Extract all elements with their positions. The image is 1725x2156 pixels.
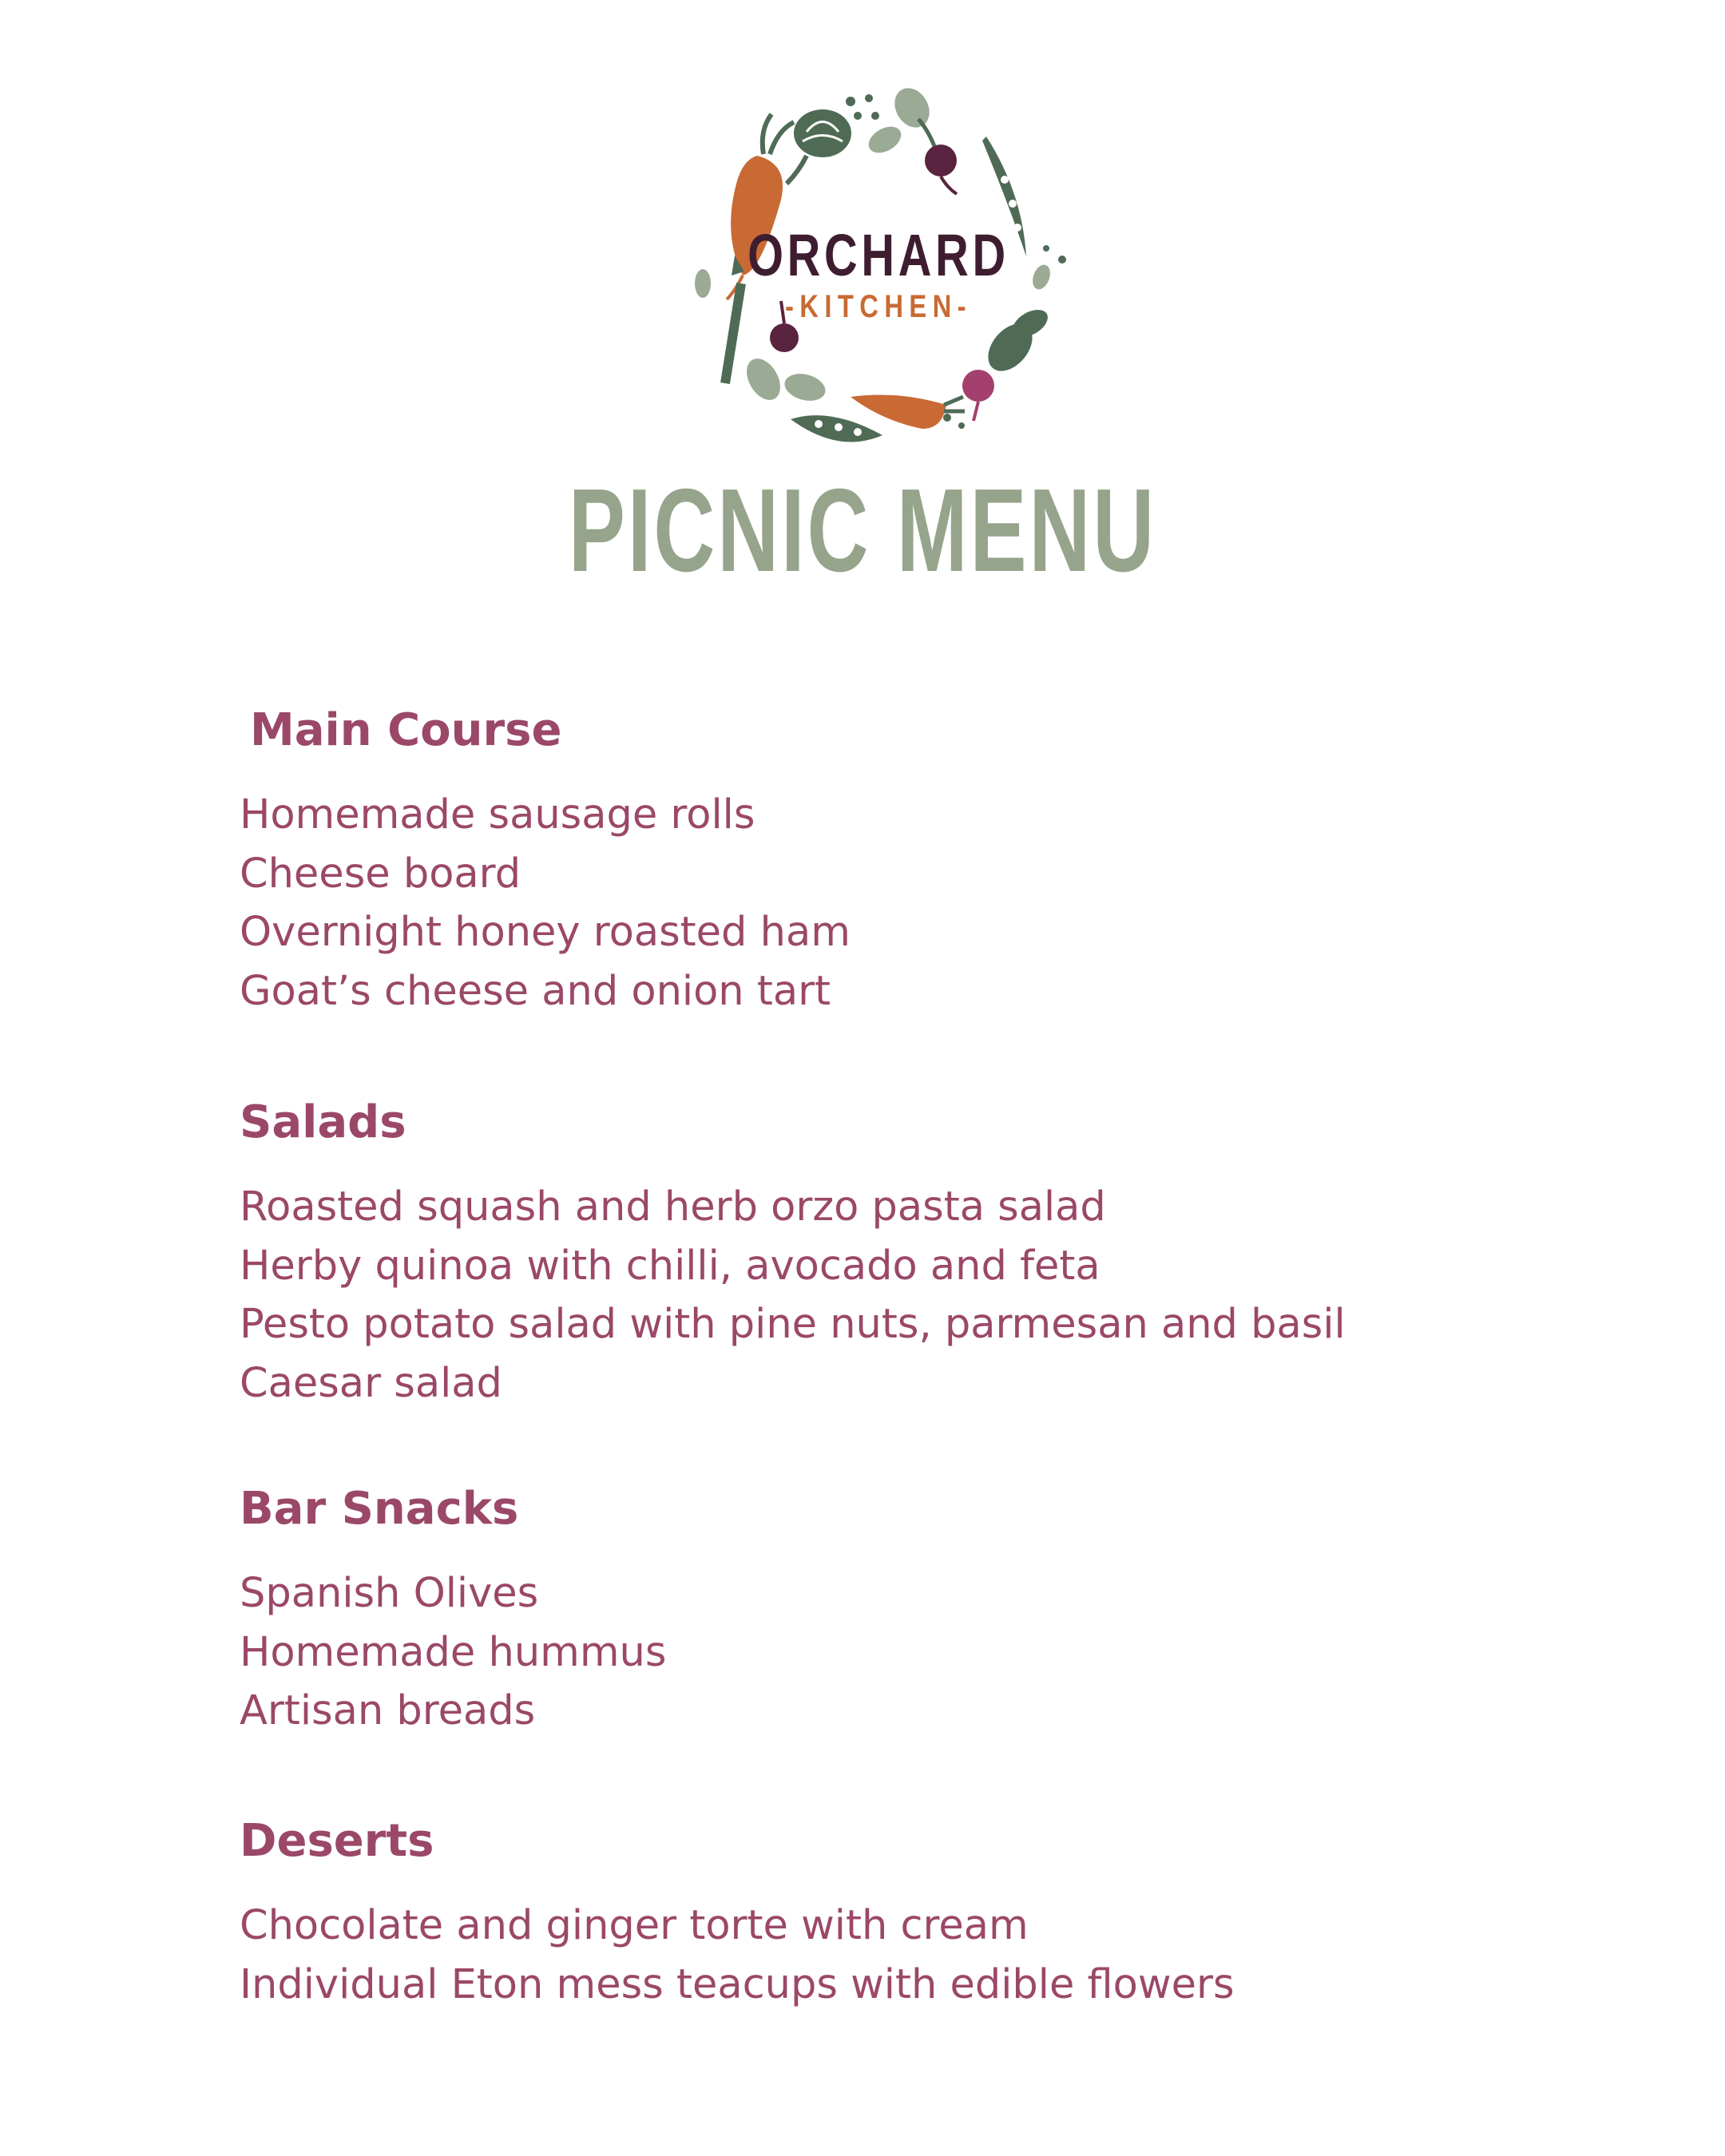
menu-item: Overnight honey roasted ham bbox=[240, 909, 851, 956]
asparagus-icon bbox=[695, 256, 744, 383]
menu-item-list bbox=[240, 1178, 1346, 1413]
page-title: PICNIC MENU bbox=[568, 465, 1157, 596]
pea-pod-icon bbox=[791, 415, 882, 442]
section-heading: Bar Snacks bbox=[240, 1483, 519, 1535]
menu-item: Goat’s cheese and onion tart bbox=[240, 967, 831, 1015]
menu-section-main-course bbox=[240, 703, 851, 1021]
menu-item: Pesto potato salad with pine nuts, parmesan and basil bbox=[240, 1301, 1346, 1348]
menu-item: Chocolate and ginger torte with cream bbox=[240, 1902, 1029, 1949]
section-heading: Deserts bbox=[240, 1815, 434, 1867]
spinach-leaf-icon bbox=[864, 84, 936, 158]
artichoke-icon bbox=[787, 109, 851, 184]
menu-section-bar-snacks bbox=[240, 1481, 666, 1741]
section-heading: Salads bbox=[240, 1096, 406, 1148]
menu-item: Spanish Olives bbox=[240, 1570, 539, 1617]
menu-item: Homemade hummus bbox=[240, 1628, 667, 1676]
menu-item-list bbox=[240, 1564, 666, 1741]
menu-item: Herby quinoa with chilli, avocado and feta bbox=[240, 1242, 1100, 1290]
menu-item: Cheese board bbox=[240, 850, 521, 898]
orchard-kitchen-logo bbox=[687, 84, 1070, 467]
beet-icon bbox=[962, 304, 1053, 421]
menu-section-salads bbox=[240, 1095, 1346, 1413]
menu-item: Artisan breads bbox=[240, 1687, 536, 1734]
menu-item: Roasted squash and herb orzo pasta salad bbox=[240, 1183, 1106, 1231]
carrot-icon bbox=[851, 395, 965, 429]
menu-item-list bbox=[240, 1896, 1235, 2014]
menu-section-deserts bbox=[240, 1813, 1235, 2014]
menu-item: Caesar salad bbox=[240, 1359, 502, 1407]
menu-item: Individual Eton mess teacups with edible flowers bbox=[240, 1960, 1235, 2008]
logo-sub-text: -KITCHEN- bbox=[785, 287, 972, 324]
beet-icon bbox=[918, 119, 957, 194]
vegetable-wreath-icon bbox=[687, 84, 1070, 467]
logo-brand-text: ORCHARD bbox=[748, 223, 1009, 289]
section-heading: Main Course bbox=[250, 704, 562, 756]
menu-item: Homemade sausage rolls bbox=[240, 791, 755, 838]
menu-item-list bbox=[240, 786, 851, 1021]
